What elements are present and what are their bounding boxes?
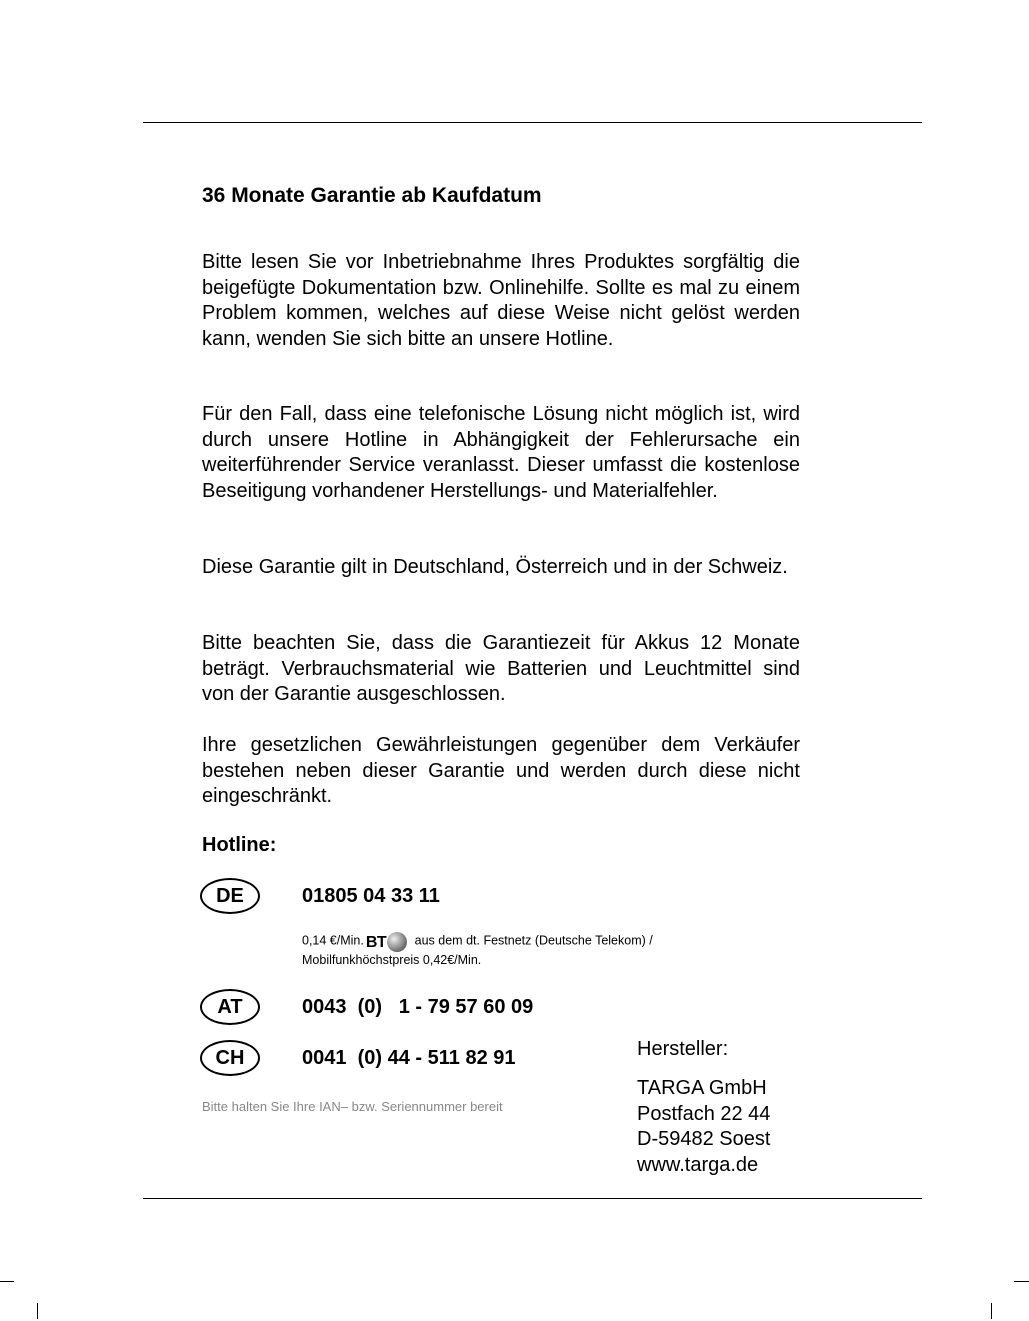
- bottom-rule: [143, 1198, 922, 1199]
- manufacturer-address: [637, 1076, 770, 1178]
- crop-mark-right-horizontal: [1014, 1281, 1029, 1282]
- landline-note: aus dem dt. Festnetz (Deutsche Telekom) /: [414, 933, 653, 948]
- hotline-heading: Hotline:: [202, 834, 277, 856]
- price-per-minute: 0,14 €/Min.: [302, 933, 364, 948]
- hotline-price-note: [302, 932, 653, 969]
- globe-icon: [387, 932, 407, 952]
- country-badge-de: DE: [200, 878, 260, 914]
- hotline-number-de: 01805 04 33 11: [302, 885, 440, 907]
- manufacturer-name: TARGA GmbH: [637, 1077, 767, 1099]
- paragraph-intro: Bitte lesen Sie vor Inbetriebnahme Ihres Produktes sorgfältig die beigefügte Dokumentation bzw. Onlinehilfe. Sollte es mal zu einem Problem kommen, welches auf diese Weise nicht gelöst werden kann, wenden Sie sich bitte an unsere Hotline.: [202, 251, 800, 350]
- paragraph-warranty-rights: Ihre gesetzlichen Gewährleistungen gegenüber dem Verkäufer bestehen neben dieser Garantie und werden durch diese nicht eingeschränkt.: [202, 734, 800, 807]
- bt-logo-text: BT: [365, 933, 387, 951]
- bt-logo: [366, 932, 407, 952]
- manufacturer-website: www.targa.de: [637, 1153, 759, 1176]
- hotline-number-at: 0043 (0) 1 - 79 57 60 09: [302, 996, 534, 1018]
- paragraph-batteries: Bitte beachten Sie, dass die Garantiezeit für Akkus 12 Monate beträgt. Verbrauchsmaterial wie Batterien und Leuchtmittel sind von der Garantie ausgeschlossen.: [202, 632, 800, 705]
- paragraph-countries: Diese Garantie gilt in Deutschland, Österreich und in der Schweiz.: [202, 556, 788, 578]
- crop-mark-left-vertical: [37, 1303, 38, 1319]
- country-badge-at: AT: [200, 989, 260, 1025]
- page-title: 36 Monate Garantie ab Kaufdatum: [202, 184, 542, 207]
- manufacturer-postbox: Postfach 22 44: [637, 1102, 771, 1125]
- manufacturer-city: D-59482 Soest: [637, 1128, 771, 1150]
- crop-mark-left-horizontal: [0, 1281, 14, 1282]
- manufacturer-heading: Hersteller:: [637, 1038, 729, 1060]
- country-badge-ch: CH: [200, 1040, 260, 1076]
- hotline-number-ch: 0041 (0) 44 - 511 82 91: [302, 1047, 516, 1069]
- crop-mark-right-vertical: [991, 1303, 992, 1319]
- paragraph-service: Für den Fall, dass eine telefonische Lösung nicht möglich ist, wird durch unsere Hotline in Abhängigkeit der Fehlerursache ein weiterführender Service veranlasst. Dieser umfasst die kostenlose Beseitigung vorhandener Herstellungs- und Materialfehler.: [202, 403, 800, 502]
- serial-number-note: Bitte halten Sie Ihre IAN– bzw. Seriennummer bereit: [202, 1099, 503, 1114]
- top-rule: [143, 122, 922, 123]
- mobile-price-note: Mobilfunkhöchstpreis 0,42€/Min.: [302, 953, 482, 967]
